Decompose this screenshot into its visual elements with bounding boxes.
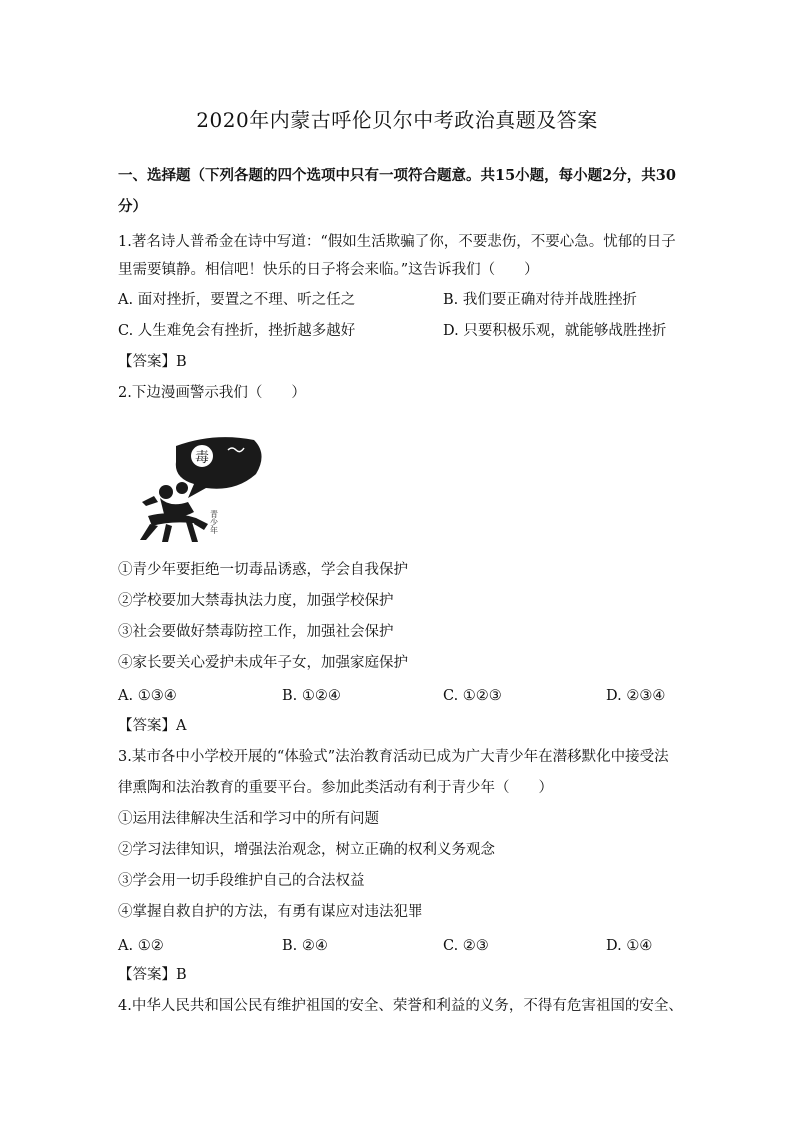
q2-answer: 【答案】A (118, 718, 187, 734)
q3-item-4: ④掌握自救自护的方法，有勇有谋应对违法犯罪 (118, 904, 423, 920)
drug-warning-cartoon (130, 432, 272, 548)
q1-answer: 【答案】B (118, 354, 187, 370)
q2-option-d: D. ②③④ (606, 688, 666, 704)
section-header-line-2: 分） (118, 198, 147, 215)
cartoon-bubble-text: 毒 (195, 450, 209, 466)
q3-option-c: C. ②③ (443, 938, 489, 954)
q2-item-2: ②学校要加大禁毒执法力度，加强学校保护 (118, 593, 394, 609)
q2-stem: 2.下边漫画警示我们（ ） (118, 385, 306, 401)
q3-item-1: ①运用法律解决生活和学习中的所有问题 (118, 811, 379, 827)
q1-option-a: A. 面对挫折，要置之不理、听之任之 (118, 292, 356, 308)
q2-item-3: ③社会要做好禁毒防控工作，加强社会保护 (118, 624, 394, 640)
q1-option-d: D. 只要积极乐观，就能够战胜挫折 (443, 323, 667, 339)
q3-item-2: ②学习法律知识，增强法治观念，树立正确的权利义务观念 (118, 842, 495, 858)
q3-option-b: B. ②④ (282, 938, 328, 954)
q2-option-c: C. ①②③ (443, 688, 502, 704)
q3-stem-line-1: 3.某市各中小学校开展的“体验式”法治教育活动已成为广大青少年在潜移默化中接受法 (118, 749, 669, 765)
section-header-line-1: 一、选择题（下列各题的四个选项中只有一项符合题意。共15小题，每小题2分，共30 (118, 167, 676, 184)
q2-item-4: ④家长要关心爱护未成年子女，加强家庭保护 (118, 655, 408, 671)
q1-option-c: C. 人生难免会有挫折，挫折越多越好 (118, 323, 356, 339)
q2-item-1: ①青少年要拒绝一切毒品诱惑，学会自我保护 (118, 562, 408, 578)
q2-option-a: A. ①③④ (118, 688, 177, 704)
q3-option-a: A. ①② (118, 938, 164, 954)
q3-answer: 【答案】B (118, 967, 187, 983)
q2-option-b: B. ①②④ (282, 688, 341, 704)
q3-option-d: D. ①④ (606, 938, 653, 954)
q3-stem-line-2: 律熏陶和法治教育的重要平台。参加此类活动有利于青少年（ ） (118, 780, 553, 796)
q1-stem-line-1: 1.著名诗人普希金在诗中写道：“假如生活欺骗了你，不要悲伤，不要心急。忧郁的日子 (118, 234, 676, 250)
q1-option-b: B. 我们要正确对待并战胜挫折 (443, 292, 637, 308)
q4-stem-line-1: 4.中华人民共和国公民有维护祖国的安全、荣誉和利益的义务，不得有危害祖国的安全、 (118, 998, 683, 1014)
cartoon-label-text: 青少年 (209, 510, 219, 534)
q3-item-3: ③学会用一切手段维护自己的合法权益 (118, 873, 365, 889)
document-title: 2020年内蒙古呼伦贝尔中考政治真题及答案 (196, 108, 598, 132)
q1-stem-line-2: 里需要镇静。相信吧！快乐的日子将会来临。”这告诉我们（ ） (118, 262, 539, 278)
